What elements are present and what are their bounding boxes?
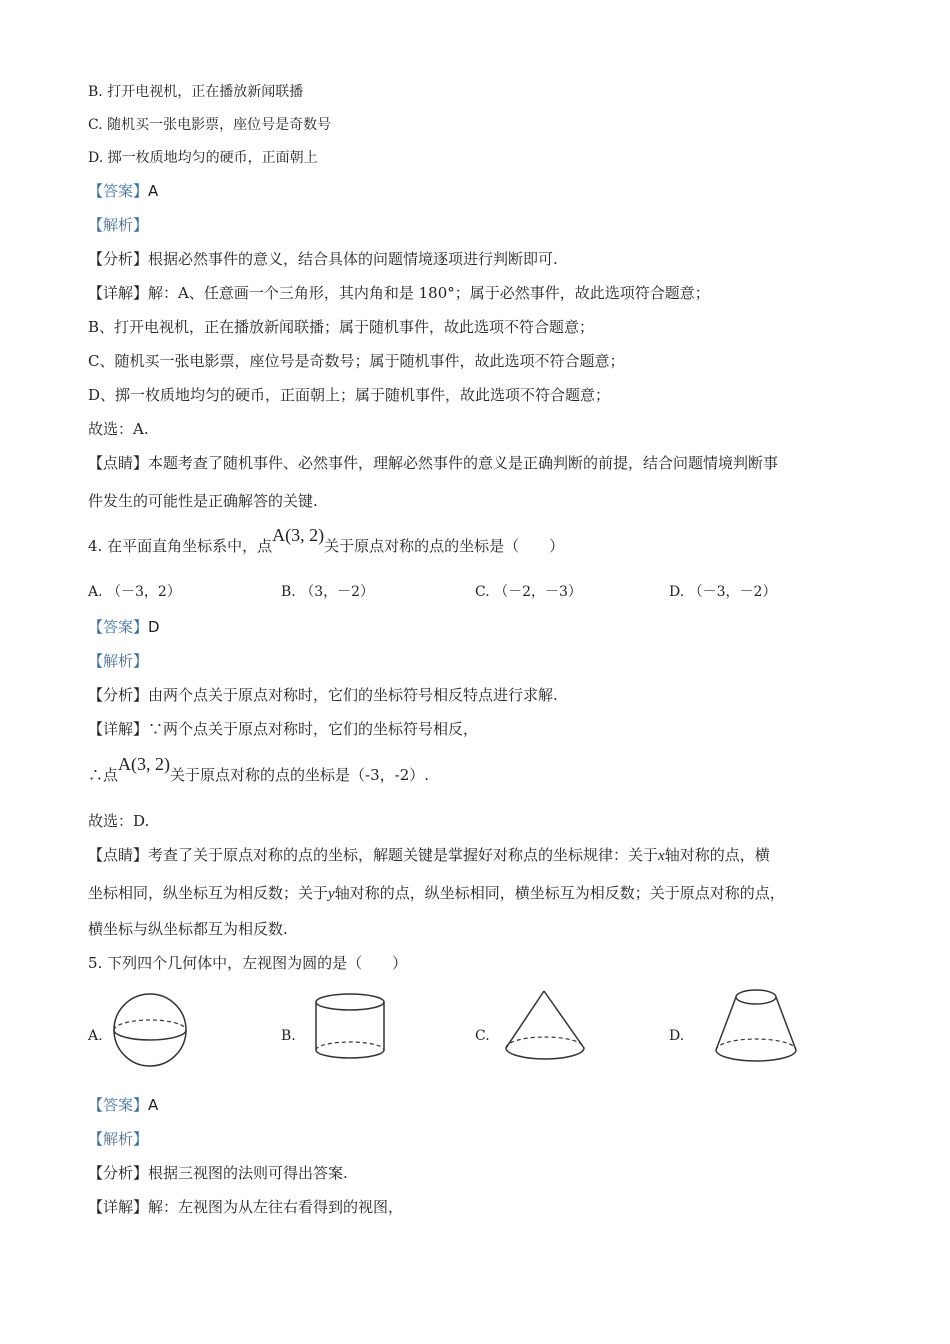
q3-dianjing-line-1 [88, 453, 778, 473]
q5-fenxi-line [88, 1163, 348, 1183]
q4-option-d: D. （－3，－2） [669, 584, 777, 600]
answer-tag: 【答案】 [88, 182, 149, 200]
xiangjie-text: 解：A、任意画一个三角形，其内角和是 180°；属于必然事件，故此选项符合题意； [148, 284, 710, 302]
answer-value: A [148, 182, 159, 200]
dianjing-text-a: 考查了关于原点对称的点的坐标，解题关键是掌握好对称点的坐标规律：关于 [148, 846, 659, 864]
xiangjie-text: ∵两个点关于原点对称时，它们的坐标符号相反， [148, 720, 479, 738]
dianjing-text-a: 坐标相同，纵坐标互为相反数；关于 [88, 884, 329, 902]
q5-stem: 5. 下列四个几何体中，左视图为圆的是（ ） [88, 954, 408, 972]
q4-dianjing-line-2 [88, 883, 785, 904]
dianjing-text-b: 轴对称的点，横 [664, 846, 770, 864]
q3-option-d: D. 掷一枚质地均匀的硬币，正面朝上 [88, 150, 318, 166]
q3-detail-d: D、掷一枚质地均匀的硬币，正面朝上；属于随机事件，故此选项不符合题意； [88, 386, 611, 404]
fenxi-tag: 【分析】 [88, 1164, 149, 1182]
xiangjie-tag: 【详解】 [88, 1198, 149, 1216]
fenxi-text: 根据三视图的法则可得出答案. [148, 1164, 348, 1182]
q4-xiangjie-line [88, 719, 478, 739]
q4-therefore-line [88, 754, 430, 785]
q5-option-c-label: C. [475, 1028, 490, 1044]
q3-xiangjie-line [88, 283, 710, 303]
fenxi-text: 根据必然事件的意义，结合具体的问题情境逐项进行判断即可. [148, 250, 558, 268]
frustum-icon [710, 988, 802, 1068]
fenxi-text: 由两个点关于原点对称时，它们的坐标符号相反特点进行求解. [148, 686, 558, 704]
answer-tag: 【答案】 [88, 1096, 149, 1114]
fenxi-tag: 【分析】 [88, 250, 149, 268]
q4-choose: 故选：D. [88, 812, 150, 830]
q5-option-a-label: A. [88, 1028, 103, 1044]
q4-dianjing-line-1 [88, 845, 770, 866]
q3-dianjing-line-2: 件发生的可能性是正确解答的关键. [88, 492, 318, 510]
q3-choose: 故选：A. [88, 420, 149, 438]
cylinder-icon [310, 992, 390, 1064]
q4-analysis-tag: 【解析】 [88, 652, 149, 670]
q5-xiangjie-line [88, 1197, 403, 1217]
x-variable: x [658, 848, 665, 864]
dianjing-tag: 【点睛】 [88, 846, 149, 864]
q3-fenxi-line [88, 249, 558, 269]
point-a-math: A(3, 2) [272, 525, 325, 545]
dianjing-text-b: 轴对称的点，纵坐标相同，横坐标互为相反数；关于原点对称的点， [334, 884, 785, 902]
cone-icon [500, 988, 590, 1068]
q5-option-d-label: D. [669, 1028, 685, 1044]
y-variable: y [328, 886, 335, 902]
q4-stem-suffix: 关于原点对称的点的坐标是（ ） [324, 537, 565, 555]
q4-option-a: A. （－3，2） [88, 584, 181, 600]
q4-stem [88, 525, 565, 556]
q3-detail-c: C、随机买一张电影票，座位号是奇数号；属于随机事件，故此选项不符合题意； [88, 352, 625, 370]
point-a-math: A(3, 2) [118, 754, 171, 774]
dianjing-text: 本题考查了随机事件、必然事件，理解必然事件的意义是正确判断的前提，结合问题情境判断事 [148, 454, 779, 472]
fenxi-tag: 【分析】 [88, 686, 149, 704]
q5-answer-line [88, 1095, 158, 1115]
xiangjie-text: 解：左视图为从左往右看得到的视图， [148, 1198, 404, 1216]
sphere-icon [110, 990, 190, 1072]
answer-value: A [148, 1096, 159, 1114]
dianjing-tag: 【点睛】 [88, 454, 149, 472]
q3-answer-line [88, 181, 158, 201]
q4-option-c: C. （－2，－3） [475, 584, 582, 600]
q3-analysis-tag: 【解析】 [88, 216, 149, 234]
q3-detail-b: B、打开电视机，正在播放新闻联播；属于随机事件，故此选项不符合题意； [88, 318, 595, 336]
xiangjie-tag: 【详解】 [88, 284, 149, 302]
q5-option-b-label: B. [281, 1028, 296, 1044]
q4-dianjing-line-3: 横坐标与纵坐标都互为相反数. [88, 920, 288, 938]
q3-option-b: B. 打开电视机，正在播放新闻联播 [88, 84, 304, 100]
q3-option-c: C. 随机买一张电影票，座位号是奇数号 [88, 117, 332, 133]
therefore-prefix: ∴点 [88, 766, 119, 784]
xiangjie-tag: 【详解】 [88, 720, 149, 738]
q5-analysis-tag: 【解析】 [88, 1130, 149, 1148]
therefore-suffix: 关于原点对称的点的坐标是（-3，-2）. [170, 766, 430, 784]
q4-option-b: B. （3，－2） [281, 584, 375, 600]
answer-value: D [148, 618, 160, 636]
q4-stem-prefix: 4. 在平面直角坐标系中，点 [88, 537, 273, 555]
answer-tag: 【答案】 [88, 618, 149, 636]
q4-answer-line [88, 617, 160, 637]
q4-fenxi-line [88, 685, 558, 705]
